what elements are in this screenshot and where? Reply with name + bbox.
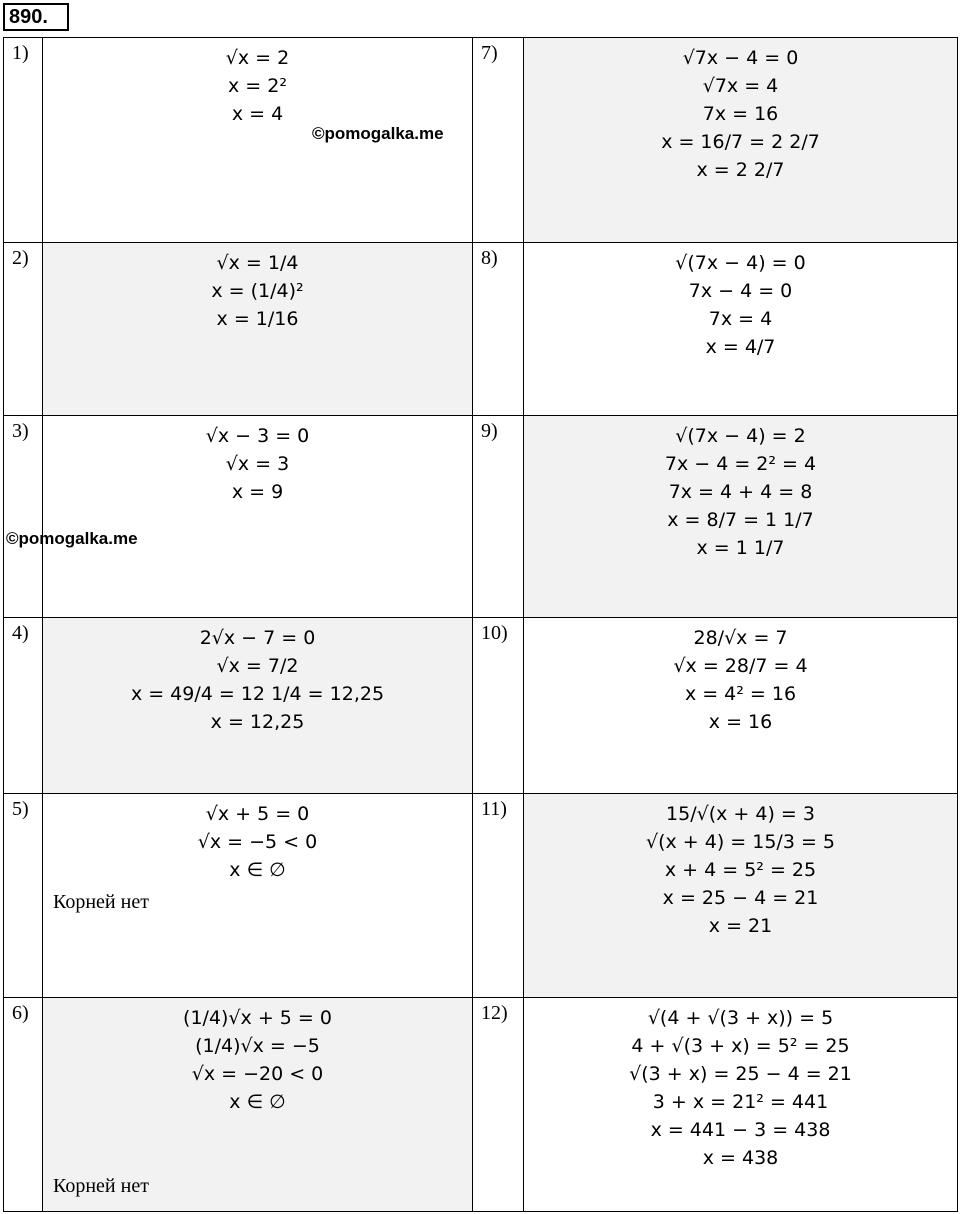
solution-cell — [43, 998, 473, 1212]
problem-number: 11) — [473, 794, 524, 998]
equation-line: √7x = 4 — [702, 75, 779, 97]
equation-line: 7x = 4 — [708, 308, 773, 330]
equation-line: (1/4)√x = −5 — [195, 1035, 320, 1057]
watermark: ©pomogalka.me — [312, 124, 444, 143]
equation-line: x = 441 − 3 = 438 — [650, 1119, 831, 1141]
equation-line: √x − 3 = 0 — [205, 425, 310, 447]
equation-line: x = 438 — [702, 1147, 779, 1169]
problem-number: 12) — [473, 998, 524, 1212]
equation-line: √x = −5 < 0 — [197, 831, 318, 853]
problem-number: 8) — [473, 243, 524, 416]
problem-number: 2) — [4, 243, 43, 416]
equation-line: x = 12,25 — [210, 711, 305, 733]
equation-line: √(7x − 4) = 2 — [675, 425, 806, 447]
equation-line: √(7x − 4) = 0 — [675, 252, 806, 274]
equation-line: 3 + x = 21² = 441 — [652, 1091, 829, 1113]
equation-line: x = 4 — [231, 103, 284, 125]
solution-cell — [524, 243, 958, 416]
equation-line: 7x − 4 = 2² = 4 — [664, 453, 817, 475]
equation-line: x = 8/7 = 1 1/7 — [667, 509, 814, 531]
equation-line: x = 9 — [231, 481, 284, 503]
equation-line: √x = −20 < 0 — [191, 1063, 324, 1085]
equation-line: 2√x − 7 = 0 — [199, 627, 316, 649]
equation-line: x = 1/16 — [216, 308, 299, 330]
equation-line: x = (1/4)² — [211, 280, 304, 302]
equation-line: √x = 3 — [225, 453, 290, 475]
problem-number: 4) — [4, 618, 43, 794]
table-row — [4, 243, 958, 416]
equation-line: x ∈ ∅ — [229, 859, 286, 881]
solution-cell — [43, 243, 473, 416]
equation-line: √x + 5 = 0 — [205, 803, 310, 825]
equation-line: x = 2 2/7 — [696, 159, 785, 181]
equation-line: √(x + 4) = 15/3 = 5 — [645, 831, 836, 853]
equation-line: 7x = 16 — [702, 103, 779, 125]
equation-line: x = 49/4 = 12 1/4 = 12,25 — [130, 683, 385, 705]
equation-line: x = 4/7 — [705, 336, 776, 358]
problem-number: 1) — [4, 38, 43, 243]
equation-line: √x = 7/2 — [216, 655, 299, 677]
no-roots-note: Корней нет — [53, 1175, 149, 1197]
watermark: ©pomogalka.me — [6, 529, 138, 548]
problem-number: 9) — [473, 416, 524, 618]
solution-cell — [43, 416, 473, 618]
problem-number: 5) — [4, 794, 43, 998]
table-row — [4, 38, 958, 243]
table-row — [4, 416, 958, 618]
table-row — [4, 618, 958, 794]
equation-line: x = 25 − 4 = 21 — [662, 887, 819, 909]
equation-line: 28/√x = 7 — [693, 627, 788, 649]
problem-number: 10) — [473, 618, 524, 794]
equation-line: √x = 2 — [225, 47, 290, 69]
solution-cell — [524, 998, 958, 1212]
table-row — [4, 794, 958, 998]
equation-line: x + 4 = 5² = 25 — [664, 859, 817, 881]
equation-line: √x = 28/7 = 4 — [673, 655, 808, 677]
solution-cell — [43, 618, 473, 794]
task-number: 890. — [3, 3, 69, 31]
solution-cell — [524, 794, 958, 998]
equation-line: 15/√(x + 4) = 3 — [666, 803, 815, 825]
equation-line: x = 16/7 = 2 2/7 — [661, 131, 820, 153]
solutions-table — [3, 37, 958, 1212]
problem-number: 6) — [4, 998, 43, 1212]
equation-line: x = 4² = 16 — [684, 683, 797, 705]
equation-line: x = 2² — [228, 75, 287, 97]
problem-number: 3) — [4, 416, 43, 618]
equation-line: √(4 + √(3 + x)) = 5 — [647, 1007, 834, 1029]
equation-line: √7x − 4 = 0 — [682, 47, 799, 69]
solution-cell — [43, 794, 473, 998]
equation-line: √x = 1/4 — [216, 252, 299, 274]
problem-number: 7) — [473, 38, 524, 243]
equation-line: 7x − 4 = 0 — [688, 280, 793, 302]
equation-line: x ∈ ∅ — [229, 1091, 286, 1113]
solution-cell — [524, 416, 958, 618]
equation-line: (1/4)√x + 5 = 0 — [183, 1007, 332, 1029]
equation-line: x = 21 — [708, 915, 773, 937]
equation-line: x = 1 1/7 — [696, 537, 785, 559]
solution-cell — [524, 38, 958, 243]
equation-line: x = 16 — [708, 711, 773, 733]
equation-line: √(3 + x) = 25 − 4 = 21 — [629, 1063, 852, 1085]
equation-line: 4 + √(3 + x) = 5² = 25 — [631, 1035, 850, 1057]
equation-line: 7x = 4 + 4 = 8 — [668, 481, 813, 503]
table-row — [4, 998, 958, 1212]
solution-cell — [524, 618, 958, 794]
no-roots-note: Корней нет — [53, 891, 149, 913]
